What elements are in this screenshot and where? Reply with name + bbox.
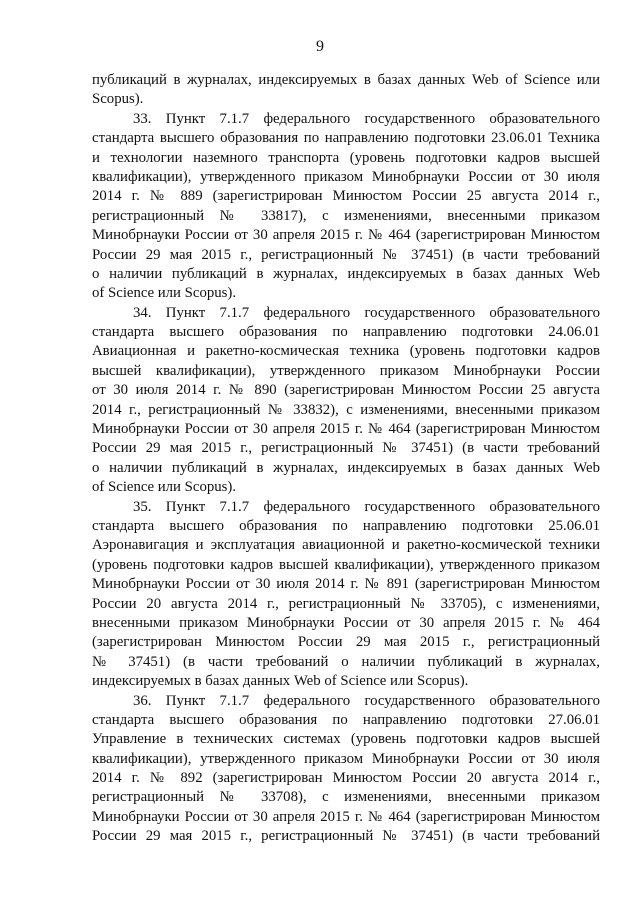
text-line: Авиационная и ракетно-космическая техника (уровень подготовки кадров [92,343,600,360]
text-line: индексируемых в базах данных Web of Science или Scopus). [92,673,469,690]
text-line: of Science или Scopus). [92,285,237,302]
text-line: Аэронавигация и эксплуатация авиационной и ракетно-космической техники [92,537,600,554]
text-line: России 29 мая 2015 г., регистрационный № 37451) (в части требований [92,440,600,457]
paragraph-item-34 [92,304,600,498]
text-line: (уровень подготовки кадров высшей квалификации), утвержденного приказом [92,556,600,573]
text-line: 2014 г. № 889 (зарегистрирован Минюстом России 25 августа 2014 г., [92,188,600,205]
text-line: стандарта высшего образования по направлению подготовки 25.06.01 [92,517,600,534]
page-number: 9 [316,38,324,55]
text-line: 34. Пункт 7.1.7 федерального государственного образовательного [133,304,600,321]
text-line: высшей квалификации), утвержденного приказом Минобрнауки России [92,362,600,379]
text-line: регистрационный № 33708), с изменениями, внесенными приказом [92,789,600,806]
text-line: России 29 мая 2015 г., регистрационный № 37451) (в части требований [92,246,600,263]
text-line: России 20 августа 2014 г., регистрационный № 33705), с изменениями, [92,595,600,612]
text-line: квалификации), утвержденного приказом Минобрнауки России от 30 июля [92,168,600,185]
text-line: Минобрнауки России от 30 апреля 2015 г. № 464 (зарегистрирован Минюстом [92,808,600,825]
text-line: о наличии публикаций в журналах, индексируемых в базах данных Web [92,265,600,282]
text-line: Минобрнауки России от 30 июля 2014 г. № 891 (зарегистрирован Минюстом [92,576,600,593]
text-line: регистрационный № 33817), с изменениями, внесенными приказом [92,207,600,224]
text-line: 35. Пункт 7.1.7 федерального государственного образовательного [133,498,600,515]
text-line: 33. Пункт 7.1.7 федерального государственного образовательного [133,110,600,127]
text-line: стандарта высшего образования по направлению подготовки 24.06.01 [92,324,600,341]
text-line: от 30 июля 2014 г. № 890 (зарегистрирован Минюстом России 25 августа [92,382,600,399]
document-body [92,71,600,847]
paragraph-item-36 [92,692,600,847]
text-line: of Science или Scopus). [92,479,237,496]
text-line: Управление в технических системах (уровень подготовки кадров высшей [92,731,600,748]
text-line: России 29 мая 2015 г., регистрационный № 37451) (в части требований [92,828,600,845]
text-line: 2014 г. № 892 (зарегистрирован Минюстом России 20 августа 2014 г., [92,770,600,787]
paragraph-item-35 [92,498,600,692]
text-line: 2014 г., регистрационный № 33832), с изменениями, внесенными приказом [92,401,600,418]
text-line: (зарегистрирован Минюстом России 29 мая 2015 г., регистрационный [92,634,600,651]
text-line: № 37451) (в части требований о наличии публикаций в журналах, [92,653,600,670]
text-line: квалификации), утвержденного приказом Минобрнауки России от 30 июля [92,750,600,767]
text-line: 36. Пункт 7.1.7 федерального государственного образовательного [133,692,600,709]
text-line: о наличии публикаций в журналах, индексируемых в базах данных Web [92,459,600,476]
text-line: внесенными приказом Минобрнауки России от 30 апреля 2015 г. № 464 [92,614,600,631]
paragraph-continuation [92,71,600,110]
text-line: стандарта высшего образования по направлению подготовки 23.06.01 Техника [92,130,600,147]
paragraph-item-33 [92,110,600,304]
text-line: Scopus). [92,91,144,108]
text-line: Минобрнауки России от 30 апреля 2015 г. № 464 (зарегистрирован Минюстом [92,227,600,244]
text-line: Минобрнауки России от 30 апреля 2015 г. № 464 (зарегистрирован Минюстом [92,421,600,438]
text-line: стандарта высшего образования по направлению подготовки 27.06.01 [92,711,600,728]
text-line: публикаций в журналах, индексируемых в базах данных Web of Science или [92,72,600,88]
text-line: и технологии наземного транспорта (уровень подготовки кадров высшей [92,149,600,166]
